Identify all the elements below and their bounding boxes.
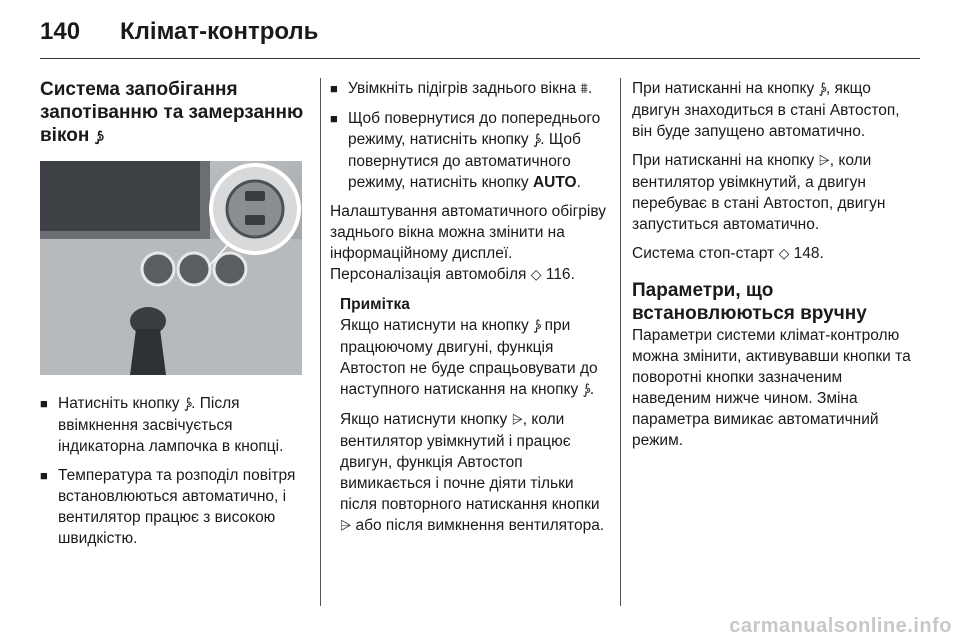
paragraph-stop-start	[632, 243, 922, 265]
bullet-marker: ■	[40, 396, 48, 411]
header-divider	[40, 58, 920, 59]
paragraph-settings	[330, 201, 610, 286]
paragraph-text: .	[570, 266, 575, 283]
section-heading-defrost	[40, 78, 310, 149]
paragraph-autostop-defrost	[632, 78, 922, 142]
bullet-text: .	[587, 80, 593, 97]
note-text: , коли вентилятор увімкнутий і працює двигун, функція Автостоп вимикається і почне діяти тільки після повторного натискання кнопки	[340, 411, 600, 513]
windshield-defrost-icon: ⨔	[532, 132, 541, 148]
paragraph-text: .	[819, 245, 824, 262]
dashboard-illustration	[40, 161, 302, 375]
rear-window-heat-icon: ⩩	[580, 81, 588, 97]
fan-icon: ⩥	[340, 518, 352, 534]
windshield-defrost-icon: ⨔	[582, 382, 590, 398]
note-text: Якщо натиснути кнопку	[340, 411, 512, 428]
bullet-text: Щоб повернутися до попереднього режиму, натисніть кнопку	[348, 110, 601, 148]
bullet-press-defrost	[40, 393, 310, 457]
reference-arrow-icon: ◇	[778, 246, 790, 262]
note-text: Якщо натиснути на кнопку	[340, 317, 534, 334]
dashboard-photo	[40, 161, 302, 375]
note-paragraph-1	[330, 315, 610, 401]
note-text: .	[589, 381, 595, 398]
note-title: Примітка	[340, 296, 410, 313]
paragraph-text: Налаштування автоматичного обігріву заднього вікна можна змінити на інформаційному дисплеї. Персоналізація автомобіля	[330, 203, 606, 283]
column-divider	[320, 78, 321, 606]
section-heading-text: Система запобігання запотіванню та замерзанню вікон	[40, 79, 304, 146]
paragraph-text: Система стоп-старт	[632, 245, 779, 262]
windshield-defrost-icon: ⨔	[94, 129, 103, 145]
paragraph-text: , коли вентилятор увімкнутий, а двигун перебуває в стані Автостоп, двигун запуститься автоматично.	[632, 152, 886, 233]
bullet-marker: ■	[330, 111, 338, 126]
paragraph-manual-params: Параметри системи клімат-контролю можна змінити, активувавши кнопки та поворотні кнопки зазначеним наведеним нижче чином. Зміна параметра вимикає автоматичний режим.	[632, 327, 911, 449]
note-text: або після вимкнення вентилятора.	[351, 517, 605, 534]
bullet-temperature	[40, 465, 310, 549]
bullet-rear-heat	[330, 78, 610, 100]
windshield-defrost-icon: ⨔	[818, 81, 826, 97]
auto-label: AUTO	[532, 174, 577, 191]
page-header	[40, 14, 920, 48]
paragraph-text: , якщо двигун знаходиться в стані Автостоп, він буде запущено автоматично.	[632, 80, 900, 140]
column-divider	[620, 78, 621, 606]
column-left	[40, 78, 310, 557]
windshield-defrost-icon: ⨔	[183, 396, 192, 412]
bullet-marker: ■	[330, 81, 338, 96]
bullet-text: Температура та розподіл повітря встановлюються автоматично, і вентилятор працює з високою швидкістю.	[58, 467, 296, 547]
paragraph-text: При натисканні на кнопку	[632, 80, 819, 97]
bullet-text: Увімкніть підігрів заднього вікна	[348, 80, 581, 97]
paragraph-text: При натисканні на кнопку	[632, 152, 819, 169]
paragraph-autostop-fan	[632, 150, 922, 235]
bullet-text: . Щоб повернутися до автоматичного режиму, натисніть кнопку	[348, 131, 581, 191]
page-reference: 148	[793, 245, 820, 262]
windshield-defrost-icon: ⨔	[533, 318, 541, 334]
watermark: carmanualsonline.info	[729, 615, 952, 637]
section-heading-manual: Параметри, що встановлюються вручну	[632, 280, 867, 324]
page-reference: 116	[545, 266, 571, 283]
bullet-marker: ■	[40, 468, 48, 483]
note-text: при працюючому двигуні, функція Автостоп не буде спрацьовувати до наступного натискання на кнопку	[340, 317, 598, 398]
bullet-text: .	[576, 174, 581, 191]
column-middle	[330, 78, 610, 545]
page-number: 140	[40, 18, 81, 45]
chapter-title: Клімат-контроль	[120, 18, 319, 45]
bullet-text: Натисніть кнопку	[58, 395, 184, 412]
column-right	[632, 78, 922, 459]
note-paragraph-2	[330, 409, 610, 537]
bullet-text: . Після ввімкнення засвічується індикаторна лампочка в кнопці.	[58, 395, 284, 455]
fan-icon: ⩥	[818, 153, 830, 169]
fan-icon: ⩥	[511, 412, 523, 428]
reference-arrow-icon: ◇	[530, 267, 542, 283]
bullet-return-mode	[330, 108, 610, 193]
